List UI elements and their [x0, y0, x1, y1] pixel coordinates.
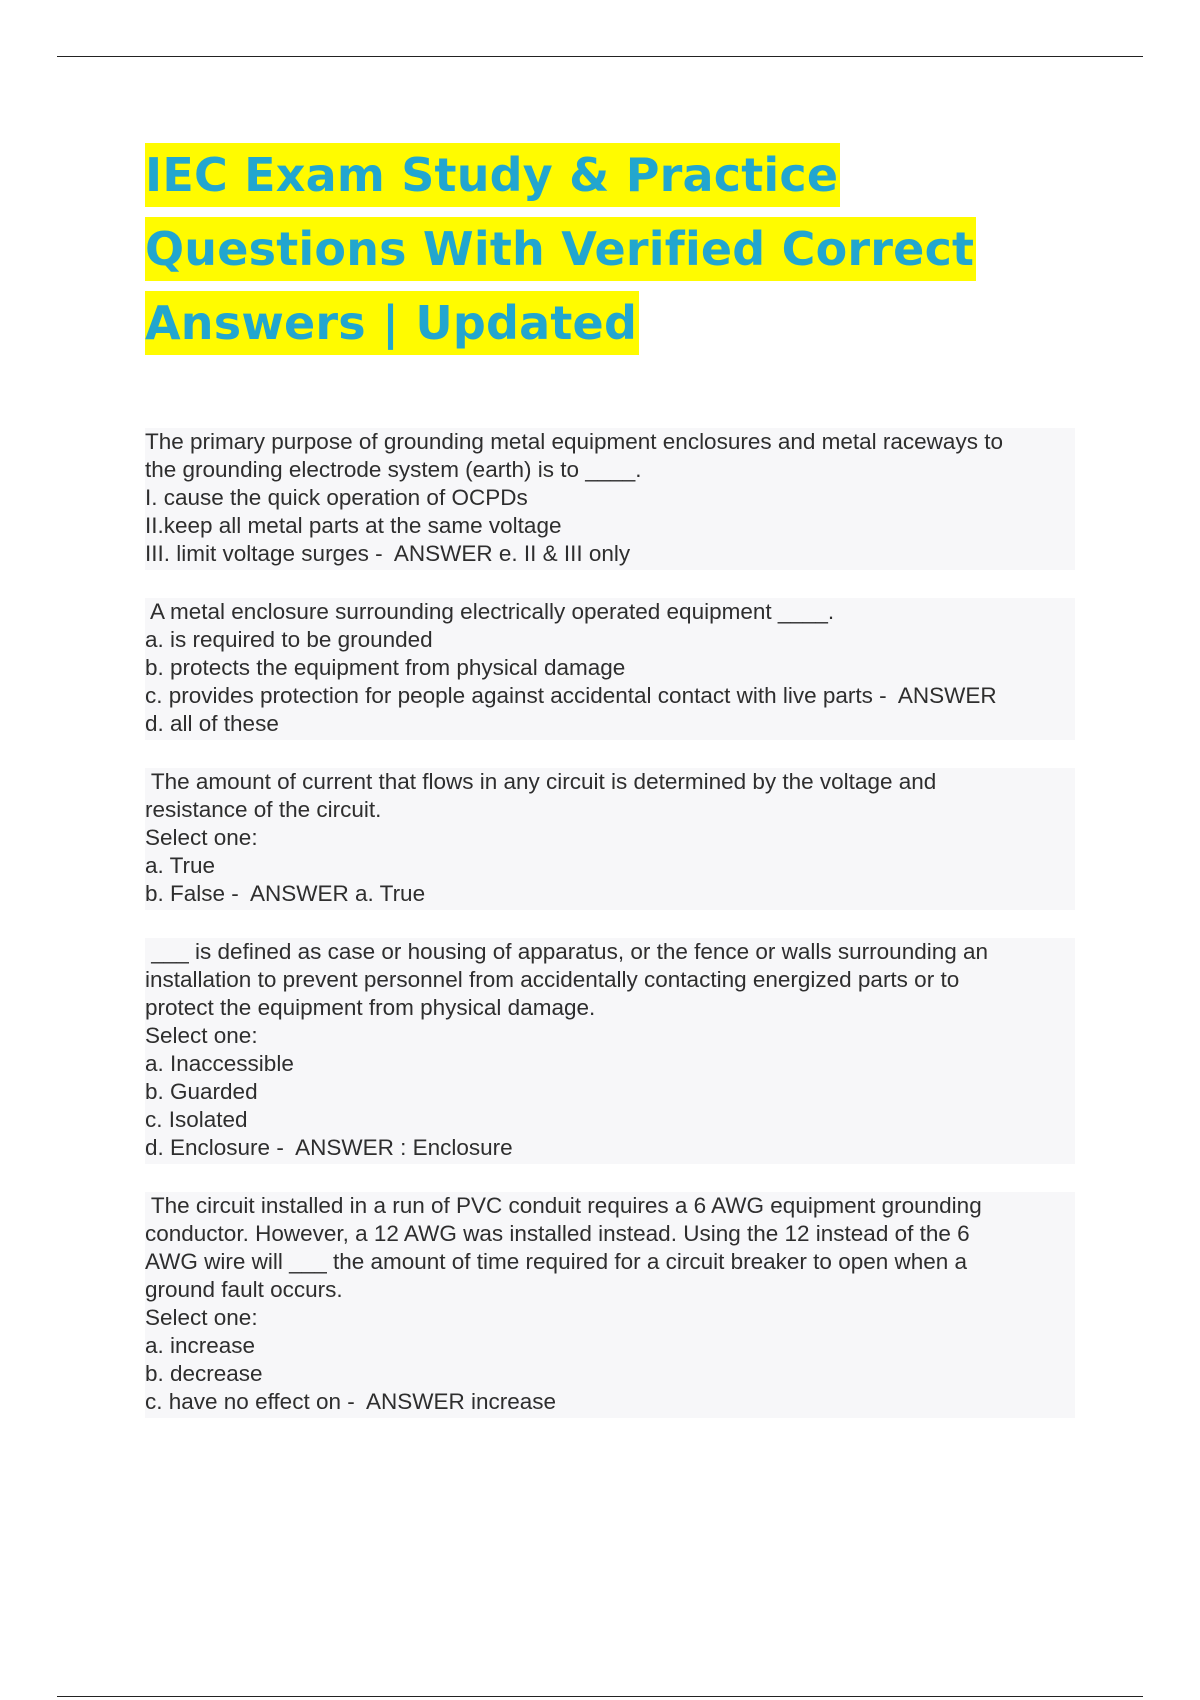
question-line: II.keep all metal parts at the same voltage — [145, 513, 562, 538]
question-line: Select one: — [145, 1023, 258, 1048]
question-text: The amount of current that flows in any circuit is determined by the voltage and — [145, 769, 937, 794]
question-text: The primary purpose of grounding metal equipment enclosures and metal raceways to — [145, 429, 1003, 454]
question-line: a. True — [145, 853, 216, 878]
question-line: d. Enclosure - ANSWER : Enclosure — [145, 1135, 513, 1160]
title-line: Answers | Updated — [145, 291, 639, 355]
question-line: conductor. However, a 12 AWG was installed instead. Using the 12 instead of the 6 — [145, 1221, 970, 1246]
question-block — [145, 598, 1075, 740]
question-line: the grounding electrode system (earth) is to ____. — [145, 457, 642, 482]
question-line: c. have no effect on - ANSWER increase — [145, 1389, 557, 1414]
question-line: Select one: — [145, 825, 258, 850]
title-line: Questions With Verified Correct — [145, 217, 976, 281]
question-line: AWG wire will ___ the amount of time required for a circuit breaker to open when a — [145, 1249, 968, 1274]
question-line: c. provides protection for people against accidental contact with live parts - ANSWER — [145, 683, 997, 708]
question-text: A metal enclosure surrounding electrically operated equipment ____. — [145, 599, 835, 624]
question-line: b. Guarded — [145, 1079, 258, 1104]
question-line: d. all of these — [145, 711, 279, 736]
question-line: Select one: — [145, 1305, 258, 1330]
question-line: a. Inaccessible — [145, 1051, 294, 1076]
question-line: III. limit voltage surges - ANSWER e. II & III only — [145, 541, 631, 566]
page-header-rule — [57, 56, 1143, 57]
question-text: ___ is defined as case or housing of apparatus, or the fence or walls surrounding an — [145, 939, 989, 964]
question-line: a. increase — [145, 1333, 256, 1358]
question-text: The circuit installed in a run of PVC conduit requires a 6 AWG equipment grounding — [145, 1193, 982, 1218]
question-block — [145, 428, 1075, 570]
question-list — [145, 428, 1075, 1446]
question-line: b. False - ANSWER a. True — [145, 881, 426, 906]
question-line: ground fault occurs. — [145, 1277, 343, 1302]
question-block — [145, 1192, 1075, 1418]
question-line: a. is required to be grounded — [145, 627, 433, 652]
question-line: protect the equipment from physical damage. — [145, 995, 596, 1020]
question-line: installation to prevent personnel from accidentally contacting energized parts or to — [145, 967, 960, 992]
question-line: resistance of the circuit. — [145, 797, 382, 822]
question-line: c. Isolated — [145, 1107, 248, 1132]
page-footer-rule — [57, 1696, 1143, 1697]
question-line: b. decrease — [145, 1361, 263, 1386]
question-block — [145, 938, 1075, 1164]
question-block — [145, 768, 1075, 910]
document-title — [145, 143, 1045, 365]
title-line: IEC Exam Study & Practice — [145, 143, 840, 207]
question-line: I. cause the quick operation of OCPDs — [145, 485, 528, 510]
question-line: b. protects the equipment from physical damage — [145, 655, 626, 680]
